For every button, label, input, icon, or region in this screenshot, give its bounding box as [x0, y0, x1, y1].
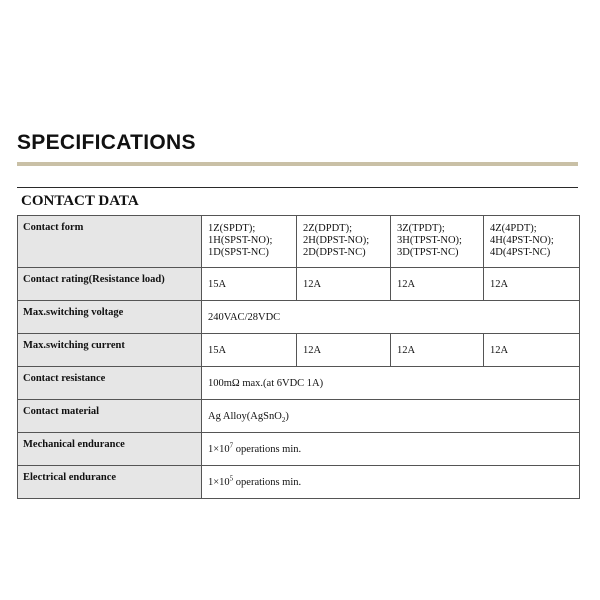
resistance-condition: max.(at 6VDC 1A) [239, 377, 324, 389]
contact-form-line: 1Z(SPDT); [208, 223, 256, 234]
table-cell: 15A [202, 268, 297, 301]
material-subscript: 2 [281, 415, 286, 424]
contact-form-line: 1D(SPST-NC) [208, 247, 269, 258]
contact-form-cell [297, 216, 391, 268]
contact-form-line: 2H(DPST-NO); [303, 235, 370, 246]
table-cell: 12A [484, 268, 580, 301]
row-label: Max.switching current [18, 334, 202, 367]
table-row-contact-material [18, 400, 580, 433]
endurance-exponent: 7 [229, 441, 234, 449]
row-label: Contact resistance [18, 367, 202, 400]
table-cell [202, 433, 580, 466]
section-heading: CONTACT DATA [21, 193, 139, 209]
contact-form-cell [391, 216, 484, 268]
table-cell: 12A [297, 334, 391, 367]
contact-form-line: 3D(TPST-NC) [397, 247, 459, 258]
contact-form-line: 4Z(4PDT); [490, 223, 537, 234]
table-cell [202, 367, 580, 400]
endurance-base: 1×10 [208, 443, 230, 455]
table-cell: 12A [297, 268, 391, 301]
endurance-base: 1×10 [208, 476, 230, 488]
row-label: Mechanical endurance [18, 433, 202, 466]
endurance-unit: operations min. [233, 476, 302, 488]
table-row-max-voltage [18, 301, 580, 334]
table-cell [202, 400, 580, 433]
row-label: Electrical endurance [18, 466, 202, 499]
contact-form-line: 1H(SPST-NO); [208, 235, 273, 246]
title-underline [17, 162, 578, 166]
contact-form-cell [202, 216, 297, 268]
row-label: Contact form [18, 216, 202, 268]
resistance-value: 100mΩ [208, 377, 240, 389]
material-suffix: ) [285, 410, 289, 422]
table-cell [202, 466, 580, 499]
row-label: Contact rating(Resistance load) [18, 268, 202, 301]
endurance-exponent: 5 [229, 474, 234, 482]
contact-form-line: 3Z(TPDT); [397, 223, 445, 234]
contact-form-line: 2D(DPST-NC) [303, 247, 366, 258]
table-cell: 12A [391, 334, 484, 367]
table-cell: 12A [391, 268, 484, 301]
table-row-contact-rating [18, 268, 580, 301]
contact-form-line: 4H(4PST-NO); [490, 235, 554, 246]
contact-data-table [17, 215, 580, 499]
table-row-contact-resistance [18, 367, 580, 400]
table-row-max-current [18, 334, 580, 367]
contact-form-line: 3H(TPST-NO); [397, 235, 462, 246]
page-title: SPECIFICATIONS [17, 131, 196, 154]
contact-form-cell [484, 216, 580, 268]
table-row-contact-form [18, 216, 580, 268]
table-cell: 15A [202, 334, 297, 367]
table-row-electrical-endurance [18, 466, 580, 499]
contact-form-line: 2Z(DPDT); [303, 223, 352, 234]
table-cell: 12A [484, 334, 580, 367]
table-row-mechanical-endurance [18, 433, 580, 466]
row-label: Max.switching voltage [18, 301, 202, 334]
section-divider [17, 187, 578, 188]
endurance-unit: operations min. [233, 443, 302, 455]
row-label: Contact material [18, 400, 202, 433]
contact-form-line: 4D(4PST-NC) [490, 247, 551, 258]
material-text: Ag Alloy(AgSnO [208, 410, 282, 422]
table-cell: 240VAC/28VDC [202, 301, 580, 334]
